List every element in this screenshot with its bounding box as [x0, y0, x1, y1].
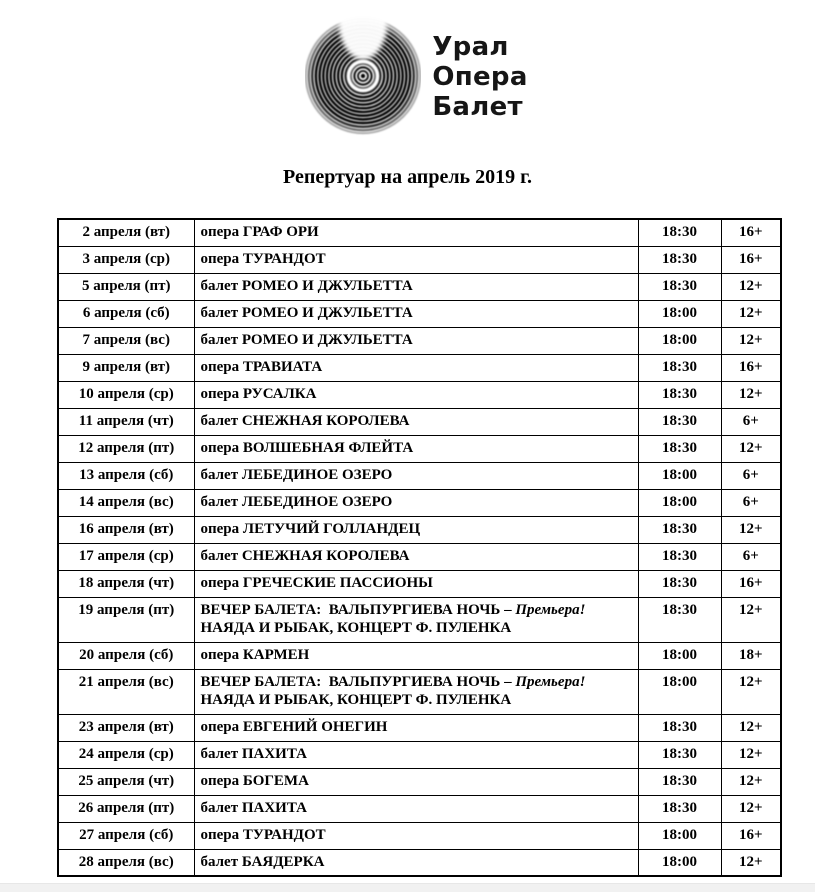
performance-title: опера ГРЕЧЕСКИЕ ПАССИОНЫ	[200, 574, 433, 591]
time-label: 18:00	[662, 493, 697, 510]
date-cell	[58, 300, 194, 327]
date-label: 14 апреля (вс)	[78, 493, 174, 510]
time-cell	[638, 327, 721, 354]
age-rating-badge: 16+	[738, 574, 763, 591]
age-rating-cell	[721, 300, 781, 327]
date-label: 3 апреля (ср)	[82, 250, 170, 267]
date-cell	[58, 849, 194, 876]
table-row	[58, 570, 781, 597]
time-cell	[638, 795, 721, 822]
performance-cell	[194, 516, 638, 543]
age-rating-badge: 16+	[738, 224, 763, 240]
performance-title: опера ТРАВИАТА	[200, 358, 323, 375]
time-cell	[638, 489, 721, 516]
date-cell	[58, 741, 194, 768]
age-rating-cell	[721, 795, 781, 822]
table-row	[58, 300, 781, 327]
age-rating-cell	[721, 327, 781, 354]
time-label: 18:00	[662, 853, 697, 870]
viewport-bottom-strip	[0, 883, 815, 892]
performance-title: балет РОМЕО И ДЖУЛЬЕТТА	[200, 331, 413, 348]
performance-title: балет ЛЕБЕДИНОЕ ОЗЕРО	[200, 466, 393, 483]
performance-cell	[194, 570, 638, 597]
date-label: 13 апреля (сб)	[79, 466, 174, 483]
age-rating-cell	[721, 822, 781, 849]
performance-title: опера РУСАЛКА	[200, 385, 317, 402]
age-rating-badge: 18+	[738, 646, 763, 663]
performance-cell	[194, 408, 638, 435]
performance-cell	[194, 768, 638, 795]
performance-cell	[194, 246, 638, 273]
age-rating-cell	[721, 462, 781, 489]
age-rating-badge: 12+	[738, 772, 763, 789]
performance-title: балет СНЕЖНАЯ КОРОЛЕВА	[200, 412, 410, 429]
date-label: 19 апреля (пт)	[78, 601, 175, 618]
time-label: 18:30	[662, 547, 697, 564]
time-cell	[638, 300, 721, 327]
age-rating-cell	[721, 219, 781, 246]
date-label: 2 апреля (вт)	[82, 224, 171, 240]
performance-cell	[194, 714, 638, 741]
performance-title: балет ПАХИТА	[200, 799, 307, 816]
date-label: 23 апреля (вт)	[78, 718, 174, 735]
age-rating-badge: 12+	[738, 385, 763, 402]
age-rating-cell	[721, 570, 781, 597]
performance-title: опера КАРМЕН	[200, 646, 310, 663]
table-row	[58, 462, 781, 489]
logo-word-balet: Балет	[432, 92, 523, 122]
time-cell	[638, 246, 721, 273]
date-label: 12 апреля (пт)	[78, 439, 175, 456]
performance-cell	[194, 669, 638, 714]
time-cell	[638, 570, 721, 597]
time-label: 18:00	[662, 331, 697, 348]
time-label: 18:30	[662, 574, 697, 591]
performance-title: опера ТУРАНДОТ	[200, 250, 326, 267]
date-cell	[58, 597, 194, 642]
time-cell	[638, 381, 721, 408]
ripple-u-logo-icon	[305, 12, 421, 141]
performance-cell	[194, 300, 638, 327]
time-label: 18:30	[662, 224, 697, 240]
age-rating-cell	[721, 543, 781, 570]
table-row	[58, 714, 781, 741]
age-rating-badge: 12+	[738, 673, 763, 690]
time-label: 18:00	[662, 304, 697, 321]
date-cell	[58, 219, 194, 246]
age-rating-badge: 12+	[738, 331, 763, 348]
page-title: Репертуар на апрель 2019 г.	[283, 166, 532, 188]
date-label: 18 апреля (чт)	[78, 574, 175, 591]
date-cell	[58, 768, 194, 795]
date-label: 28 апреля (вс)	[78, 853, 174, 870]
table-row	[58, 219, 781, 246]
time-label: 18:00	[662, 646, 697, 663]
performance-title: балет ПАХИТА	[200, 745, 307, 762]
table-row	[58, 597, 781, 642]
performance-cell	[194, 354, 638, 381]
time-cell	[638, 768, 721, 795]
time-label: 18:30	[662, 277, 697, 294]
date-cell	[58, 669, 194, 714]
performance-title: балет БАЯДЕРКА	[200, 853, 325, 870]
performance-title: опера ВОЛШЕБНАЯ ФЛЕЙТА	[200, 439, 414, 456]
date-label: 20 апреля (сб)	[79, 646, 174, 663]
performance-title: опера ГРАФ ОРИ	[200, 224, 319, 240]
time-cell	[638, 516, 721, 543]
time-cell	[638, 741, 721, 768]
performance-cell	[194, 327, 638, 354]
table-row	[58, 822, 781, 849]
age-rating-cell	[721, 741, 781, 768]
age-rating-cell	[721, 516, 781, 543]
date-cell	[58, 246, 194, 273]
table-row	[58, 516, 781, 543]
table-row	[58, 768, 781, 795]
performance-title: балет РОМЕО И ДЖУЛЬЕТТА	[200, 304, 413, 321]
time-cell	[638, 543, 721, 570]
time-cell	[638, 597, 721, 642]
time-cell	[638, 354, 721, 381]
performance-title: опера БОГЕМА	[200, 772, 309, 789]
table-row	[58, 849, 781, 876]
date-label: 9 апреля (вт)	[82, 358, 171, 375]
age-rating-cell	[721, 849, 781, 876]
performance-cell	[194, 273, 638, 300]
date-cell	[58, 642, 194, 669]
time-label: 18:30	[662, 358, 697, 375]
date-cell	[58, 516, 194, 543]
performance-title: опера ТУРАНДОТ	[200, 826, 326, 843]
performance-cell	[194, 741, 638, 768]
date-label: 6 апреля (сб)	[82, 304, 170, 321]
performance-title-line2: НАЯДА И РЫБАК, КОНЦЕРТ Ф. ПУЛЕНКА	[200, 692, 512, 708]
table-row	[58, 354, 781, 381]
performance-cell	[194, 849, 638, 876]
performance-cell	[194, 642, 638, 669]
performance-title-line2: НАЯДА И РЫБАК, КОНЦЕРТ Ф. ПУЛЕНКА	[200, 620, 512, 636]
table-row	[58, 273, 781, 300]
time-cell	[638, 714, 721, 741]
performance-cell	[194, 435, 638, 462]
performance-title: ВЕЧЕР БАЛЕТА: ВАЛЬПУРГИЕВА НОЧЬ –	[200, 673, 516, 690]
date-label: 5 апреля (пт)	[82, 277, 171, 294]
date-cell	[58, 381, 194, 408]
logo-word-opera: Опера	[432, 62, 528, 92]
time-label: 18:30	[662, 745, 697, 762]
age-rating-cell	[721, 435, 781, 462]
time-label: 18:30	[662, 385, 697, 402]
date-label: 10 апреля (ср)	[78, 385, 174, 402]
time-label: 18:00	[662, 826, 697, 843]
performance-cell	[194, 822, 638, 849]
age-rating-cell	[721, 273, 781, 300]
date-cell	[58, 435, 194, 462]
date-label: 16 апреля (вт)	[78, 520, 174, 537]
age-rating-badge: 6+	[742, 493, 759, 510]
performance-cell	[194, 489, 638, 516]
time-label: 18:30	[662, 412, 697, 429]
table-row	[58, 435, 781, 462]
time-label: 18:30	[662, 250, 697, 267]
date-label: 25 апреля (чт)	[78, 772, 175, 789]
performance-title: опера ЕВГЕНИЙ ОНЕГИН	[200, 718, 388, 735]
age-rating-cell	[721, 642, 781, 669]
time-label: 18:30	[662, 718, 697, 735]
table-row	[58, 489, 781, 516]
time-cell	[638, 849, 721, 876]
date-cell	[58, 795, 194, 822]
premiere-label: Премьера!	[515, 673, 586, 690]
age-rating-badge: 12+	[738, 439, 763, 456]
performance-title: балет СНЕЖНАЯ КОРОЛЕВА	[200, 547, 410, 564]
logo-word-ural: Урал	[432, 32, 509, 62]
time-label: 18:30	[662, 799, 697, 816]
date-cell	[58, 273, 194, 300]
performance-cell	[194, 597, 638, 642]
table-row	[58, 669, 781, 714]
time-label: 18:30	[662, 601, 697, 618]
date-cell	[58, 327, 194, 354]
table-row	[58, 795, 781, 822]
time-cell	[638, 462, 721, 489]
age-rating-badge: 12+	[738, 520, 763, 537]
age-rating-cell	[721, 714, 781, 741]
time-label: 18:00	[662, 466, 697, 483]
time-label: 18:00	[662, 673, 697, 690]
time-cell	[638, 273, 721, 300]
performance-cell	[194, 795, 638, 822]
table-row	[58, 543, 781, 570]
table-row	[58, 408, 781, 435]
repertoire-table-body	[58, 219, 781, 876]
date-label: 24 апреля (ср)	[78, 745, 174, 762]
age-rating-cell	[721, 354, 781, 381]
date-label: 17 апреля (ср)	[78, 547, 174, 564]
age-rating-badge: 6+	[742, 466, 759, 483]
time-cell	[638, 408, 721, 435]
date-label: 27 апреля (сб)	[79, 826, 174, 843]
date-label: 21 апреля (вс)	[78, 673, 174, 690]
repertoire-table	[57, 218, 782, 877]
age-rating-cell	[721, 246, 781, 273]
age-rating-cell	[721, 597, 781, 642]
date-cell	[58, 822, 194, 849]
age-rating-badge: 12+	[738, 277, 763, 294]
date-cell	[58, 462, 194, 489]
performance-cell	[194, 381, 638, 408]
table-row	[58, 246, 781, 273]
time-cell	[638, 219, 721, 246]
age-rating-badge: 12+	[738, 718, 763, 735]
performance-cell	[194, 219, 638, 246]
age-rating-cell	[721, 669, 781, 714]
age-rating-cell	[721, 408, 781, 435]
date-cell	[58, 543, 194, 570]
table-row	[58, 642, 781, 669]
performance-cell	[194, 462, 638, 489]
date-cell	[58, 714, 194, 741]
date-label: 11 апреля (чт)	[78, 412, 174, 429]
age-rating-cell	[721, 489, 781, 516]
time-label: 18:30	[662, 439, 697, 456]
age-rating-badge: 16+	[738, 358, 763, 375]
date-cell	[58, 408, 194, 435]
age-rating-badge: 12+	[738, 745, 763, 762]
logo	[18, 0, 815, 141]
age-rating-badge: 12+	[738, 853, 763, 870]
time-cell	[638, 642, 721, 669]
age-rating-badge: 16+	[738, 250, 763, 267]
age-rating-badge: 12+	[738, 799, 763, 816]
performance-title: опера ЛЕТУЧИЙ ГОЛЛАНДЕЦ	[200, 520, 421, 537]
logo-wordmark	[432, 32, 527, 122]
age-rating-badge: 12+	[738, 304, 763, 321]
age-rating-cell	[721, 381, 781, 408]
date-label: 26 апреля (пт)	[78, 799, 175, 816]
table-row	[58, 327, 781, 354]
age-rating-cell	[721, 768, 781, 795]
age-rating-badge: 6+	[742, 412, 759, 429]
age-rating-badge: 12+	[738, 601, 763, 618]
date-cell	[58, 489, 194, 516]
table-row	[58, 741, 781, 768]
date-cell	[58, 570, 194, 597]
premiere-label: Премьера!	[515, 601, 586, 618]
time-cell	[638, 435, 721, 462]
time-cell	[638, 822, 721, 849]
time-cell	[638, 669, 721, 714]
age-rating-badge: 6+	[742, 547, 759, 564]
table-row	[58, 381, 781, 408]
performance-title: балет ЛЕБЕДИНОЕ ОЗЕРО	[200, 493, 393, 510]
performance-title: ВЕЧЕР БАЛЕТА: ВАЛЬПУРГИЕВА НОЧЬ –	[200, 601, 516, 618]
time-label: 18:30	[662, 520, 697, 537]
date-label: 7 апреля (вс)	[82, 331, 170, 348]
performance-cell	[194, 543, 638, 570]
age-rating-badge: 16+	[738, 826, 763, 843]
date-cell	[58, 354, 194, 381]
time-label: 18:30	[662, 772, 697, 789]
performance-title: балет РОМЕО И ДЖУЛЬЕТТА	[200, 277, 413, 294]
